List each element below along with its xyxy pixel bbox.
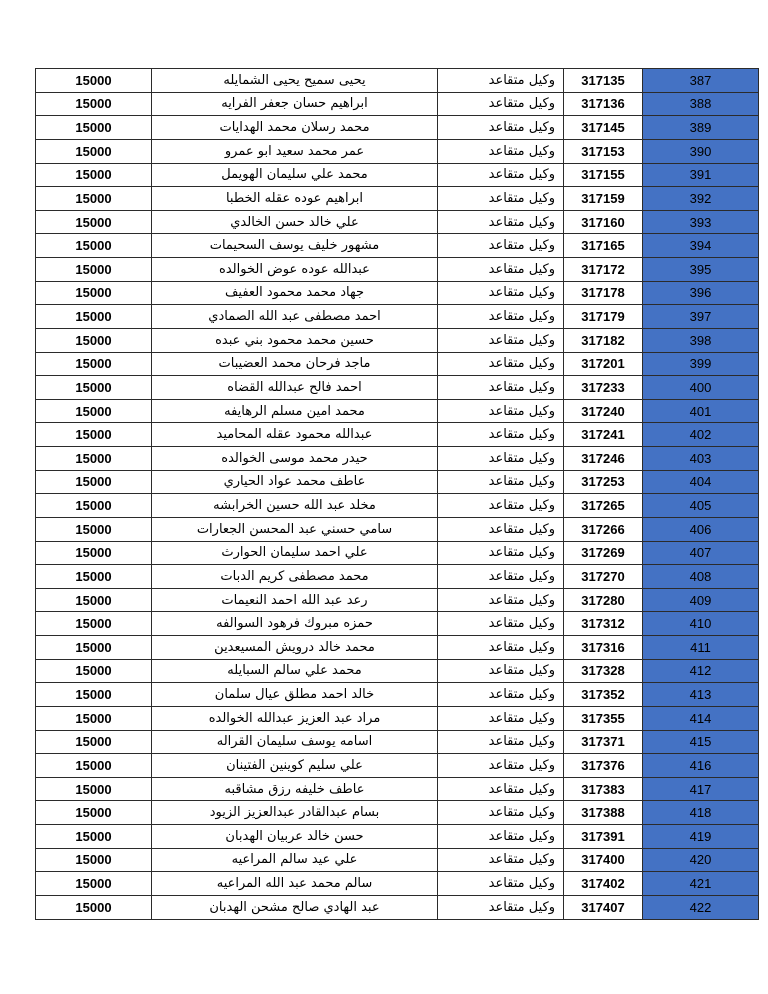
table-row: [36, 92, 759, 116]
table-row: [36, 328, 759, 352]
id-cell: 317270: [564, 565, 643, 589]
roster-body: [36, 69, 759, 920]
rank-cell: وكيل متقاعد: [438, 754, 564, 778]
amount-cell: 15000: [36, 234, 152, 258]
id-cell: 317201: [564, 352, 643, 376]
sequence-cell: 418: [643, 801, 759, 825]
id-cell: 317266: [564, 517, 643, 541]
name-cell: محمد علي سليمان الهويمل: [152, 163, 438, 187]
table-row: [36, 139, 759, 163]
id-cell: 317280: [564, 588, 643, 612]
name-cell: عاطف محمد عواد الحياري: [152, 470, 438, 494]
table-row: [36, 470, 759, 494]
table-row: [36, 69, 759, 93]
id-cell: 317269: [564, 541, 643, 565]
name-cell: حيدر محمد موسى الخوالده: [152, 447, 438, 471]
sequence-cell: 395: [643, 258, 759, 282]
table-row: [36, 612, 759, 636]
rank-cell: وكيل متقاعد: [438, 683, 564, 707]
id-cell: 317233: [564, 376, 643, 400]
sequence-cell: 388: [643, 92, 759, 116]
amount-cell: 15000: [36, 636, 152, 660]
name-cell: حسن خالد عربيان الهدبان: [152, 825, 438, 849]
id-cell: 317160: [564, 210, 643, 234]
sequence-cell: 408: [643, 565, 759, 589]
sequence-cell: 419: [643, 825, 759, 849]
amount-cell: 15000: [36, 210, 152, 234]
sequence-cell: 420: [643, 848, 759, 872]
name-cell: حسين محمد محمود بني عبده: [152, 328, 438, 352]
name-cell: ماجد فرحان محمد العضيبات: [152, 352, 438, 376]
id-cell: 317179: [564, 305, 643, 329]
table-row: [36, 399, 759, 423]
sequence-cell: 411: [643, 636, 759, 660]
table-row: [36, 163, 759, 187]
amount-cell: 15000: [36, 565, 152, 589]
amount-cell: 15000: [36, 258, 152, 282]
id-cell: 317407: [564, 895, 643, 919]
name-cell: محمد مصطفى كريم الدبات: [152, 565, 438, 589]
table-row: [36, 281, 759, 305]
rank-cell: وكيل متقاعد: [438, 541, 564, 565]
name-cell: مراد عبد العزيز عبدالله الخوالده: [152, 706, 438, 730]
sequence-cell: 391: [643, 163, 759, 187]
sequence-cell: 409: [643, 588, 759, 612]
sequence-cell: 416: [643, 754, 759, 778]
table-row: [36, 305, 759, 329]
amount-cell: 15000: [36, 706, 152, 730]
amount-cell: 15000: [36, 494, 152, 518]
sequence-cell: 394: [643, 234, 759, 258]
table-row: [36, 565, 759, 589]
name-cell: اسامه يوسف سليمان القراله: [152, 730, 438, 754]
rank-cell: وكيل متقاعد: [438, 659, 564, 683]
id-cell: 317376: [564, 754, 643, 778]
amount-cell: 15000: [36, 517, 152, 541]
amount-cell: 15000: [36, 801, 152, 825]
table-row: [36, 376, 759, 400]
table-row: [36, 517, 759, 541]
rank-cell: وكيل متقاعد: [438, 825, 564, 849]
name-cell: ابراهيم حسان جعفر الفرايه: [152, 92, 438, 116]
id-cell: 317159: [564, 187, 643, 211]
sequence-cell: 399: [643, 352, 759, 376]
id-cell: 317388: [564, 801, 643, 825]
name-cell: سامي حسني عبد المحسن الجعارات: [152, 517, 438, 541]
id-cell: 317328: [564, 659, 643, 683]
rank-cell: وكيل متقاعد: [438, 565, 564, 589]
name-cell: عبدالله عوده عوض الخوالده: [152, 258, 438, 282]
name-cell: محمد رسلان محمد الهدايات: [152, 116, 438, 140]
table-row: [36, 730, 759, 754]
id-cell: 317135: [564, 69, 643, 93]
name-cell: علي خالد حسن الخالدي: [152, 210, 438, 234]
table-row: [36, 683, 759, 707]
amount-cell: 15000: [36, 754, 152, 778]
amount-cell: 15000: [36, 399, 152, 423]
id-cell: 317246: [564, 447, 643, 471]
sequence-cell: 410: [643, 612, 759, 636]
name-cell: بسام عبدالقادر عبدالعزيز الزيود: [152, 801, 438, 825]
rank-cell: وكيل متقاعد: [438, 447, 564, 471]
rank-cell: وكيل متقاعد: [438, 801, 564, 825]
amount-cell: 15000: [36, 305, 152, 329]
amount-cell: 15000: [36, 352, 152, 376]
table-row: [36, 801, 759, 825]
name-cell: يحيى سميح يحيى الشمايله: [152, 69, 438, 93]
table-row: [36, 116, 759, 140]
table-row: [36, 777, 759, 801]
id-cell: 317253: [564, 470, 643, 494]
sequence-cell: 397: [643, 305, 759, 329]
id-cell: 317402: [564, 872, 643, 896]
name-cell: عاطف خليفه رزق مشاقبه: [152, 777, 438, 801]
sequence-cell: 389: [643, 116, 759, 140]
name-cell: خالد احمد مطلق عيال سلمان: [152, 683, 438, 707]
rank-cell: وكيل متقاعد: [438, 258, 564, 282]
rank-cell: وكيل متقاعد: [438, 848, 564, 872]
amount-cell: 15000: [36, 69, 152, 93]
table-row: [36, 636, 759, 660]
id-cell: 317178: [564, 281, 643, 305]
amount-cell: 15000: [36, 187, 152, 211]
id-cell: 317391: [564, 825, 643, 849]
amount-cell: 15000: [36, 895, 152, 919]
rank-cell: وكيل متقاعد: [438, 423, 564, 447]
amount-cell: 15000: [36, 541, 152, 565]
table-row: [36, 706, 759, 730]
id-cell: 317355: [564, 706, 643, 730]
rank-cell: وكيل متقاعد: [438, 895, 564, 919]
sequence-cell: 421: [643, 872, 759, 896]
amount-cell: 15000: [36, 777, 152, 801]
table-row: [36, 659, 759, 683]
name-cell: احمد مصطفى عبد الله الصمادي: [152, 305, 438, 329]
id-cell: 317383: [564, 777, 643, 801]
rank-cell: وكيل متقاعد: [438, 69, 564, 93]
id-cell: 317240: [564, 399, 643, 423]
amount-cell: 15000: [36, 659, 152, 683]
name-cell: جهاد محمد محمود العفيف: [152, 281, 438, 305]
amount-cell: 15000: [36, 848, 152, 872]
amount-cell: 15000: [36, 683, 152, 707]
amount-cell: 15000: [36, 447, 152, 471]
rank-cell: وكيل متقاعد: [438, 281, 564, 305]
id-cell: 317136: [564, 92, 643, 116]
rank-cell: وكيل متقاعد: [438, 305, 564, 329]
sequence-cell: 387: [643, 69, 759, 93]
amount-cell: 15000: [36, 163, 152, 187]
table-row: [36, 872, 759, 896]
table-row: [36, 588, 759, 612]
sequence-cell: 400: [643, 376, 759, 400]
sequence-cell: 413: [643, 683, 759, 707]
sequence-cell: 401: [643, 399, 759, 423]
rank-cell: وكيل متقاعد: [438, 210, 564, 234]
name-cell: محمد امين مسلم الرهايفه: [152, 399, 438, 423]
sequence-cell: 406: [643, 517, 759, 541]
amount-cell: 15000: [36, 92, 152, 116]
rank-cell: وكيل متقاعد: [438, 92, 564, 116]
sequence-cell: 402: [643, 423, 759, 447]
rank-cell: وكيل متقاعد: [438, 470, 564, 494]
table-row: [36, 210, 759, 234]
name-cell: عبد الهادي صالح مشحن الهدبان: [152, 895, 438, 919]
id-cell: 317153: [564, 139, 643, 163]
amount-cell: 15000: [36, 612, 152, 636]
amount-cell: 15000: [36, 588, 152, 612]
name-cell: علي سليم كوينين الفتينان: [152, 754, 438, 778]
amount-cell: 15000: [36, 281, 152, 305]
id-cell: 317371: [564, 730, 643, 754]
rank-cell: وكيل متقاعد: [438, 777, 564, 801]
id-cell: 317172: [564, 258, 643, 282]
name-cell: ابراهيم عوده عقله الخطبا: [152, 187, 438, 211]
name-cell: محمد خالد درويش المسيعدين: [152, 636, 438, 660]
sequence-cell: 417: [643, 777, 759, 801]
table-row: [36, 895, 759, 919]
id-cell: 317265: [564, 494, 643, 518]
amount-cell: 15000: [36, 376, 152, 400]
rank-cell: وكيل متقاعد: [438, 139, 564, 163]
rank-cell: وكيل متقاعد: [438, 494, 564, 518]
rank-cell: وكيل متقاعد: [438, 399, 564, 423]
table-row: [36, 352, 759, 376]
rank-cell: وكيل متقاعد: [438, 376, 564, 400]
name-cell: عبدالله محمود عقله المحاميد: [152, 423, 438, 447]
rank-cell: وكيل متقاعد: [438, 636, 564, 660]
rank-cell: وكيل متقاعد: [438, 352, 564, 376]
rank-cell: وكيل متقاعد: [438, 730, 564, 754]
amount-cell: 15000: [36, 328, 152, 352]
table-row: [36, 494, 759, 518]
id-cell: 317312: [564, 612, 643, 636]
rank-cell: وكيل متقاعد: [438, 187, 564, 211]
sequence-cell: 396: [643, 281, 759, 305]
rank-cell: وكيل متقاعد: [438, 612, 564, 636]
amount-cell: 15000: [36, 872, 152, 896]
rank-cell: وكيل متقاعد: [438, 163, 564, 187]
id-cell: 317145: [564, 116, 643, 140]
rank-cell: وكيل متقاعد: [438, 116, 564, 140]
sequence-cell: 393: [643, 210, 759, 234]
name-cell: احمد فالح عبدالله القضاه: [152, 376, 438, 400]
roster-table: [35, 68, 759, 920]
name-cell: محمد علي سالم السبايله: [152, 659, 438, 683]
table-row: [36, 754, 759, 778]
table-row: [36, 541, 759, 565]
table-row: [36, 423, 759, 447]
sequence-cell: 405: [643, 494, 759, 518]
name-cell: علي عيد سالم المراعيه: [152, 848, 438, 872]
amount-cell: 15000: [36, 139, 152, 163]
id-cell: 317165: [564, 234, 643, 258]
name-cell: رعد عبد الله احمد النعيمات: [152, 588, 438, 612]
sequence-cell: 398: [643, 328, 759, 352]
table-row: [36, 258, 759, 282]
rank-cell: وكيل متقاعد: [438, 872, 564, 896]
id-cell: 317352: [564, 683, 643, 707]
name-cell: علي احمد سليمان الحوارث: [152, 541, 438, 565]
amount-cell: 15000: [36, 825, 152, 849]
rank-cell: وكيل متقاعد: [438, 517, 564, 541]
table-row: [36, 187, 759, 211]
sequence-cell: 392: [643, 187, 759, 211]
sequence-cell: 390: [643, 139, 759, 163]
sequence-cell: 403: [643, 447, 759, 471]
sequence-cell: 407: [643, 541, 759, 565]
rank-cell: وكيل متقاعد: [438, 234, 564, 258]
id-cell: 317241: [564, 423, 643, 447]
id-cell: 317316: [564, 636, 643, 660]
name-cell: سالم محمد عبد الله المراعيه: [152, 872, 438, 896]
table-row: [36, 825, 759, 849]
sequence-cell: 415: [643, 730, 759, 754]
table-row: [36, 848, 759, 872]
sequence-cell: 404: [643, 470, 759, 494]
sequence-cell: 422: [643, 895, 759, 919]
rank-cell: وكيل متقاعد: [438, 328, 564, 352]
name-cell: مشهور خليف يوسف السحيمات: [152, 234, 438, 258]
table-row: [36, 234, 759, 258]
id-cell: 317182: [564, 328, 643, 352]
amount-cell: 15000: [36, 116, 152, 140]
rank-cell: وكيل متقاعد: [438, 706, 564, 730]
sequence-cell: 412: [643, 659, 759, 683]
table-row: [36, 447, 759, 471]
name-cell: حمزه مبروك فرهود السوالفه: [152, 612, 438, 636]
amount-cell: 15000: [36, 423, 152, 447]
name-cell: عمر محمد سعيد ابو عمرو: [152, 139, 438, 163]
name-cell: مخلد عبد الله حسين الخرابشه: [152, 494, 438, 518]
amount-cell: 15000: [36, 470, 152, 494]
rank-cell: وكيل متقاعد: [438, 588, 564, 612]
id-cell: 317400: [564, 848, 643, 872]
amount-cell: 15000: [36, 730, 152, 754]
id-cell: 317155: [564, 163, 643, 187]
sequence-cell: 414: [643, 706, 759, 730]
